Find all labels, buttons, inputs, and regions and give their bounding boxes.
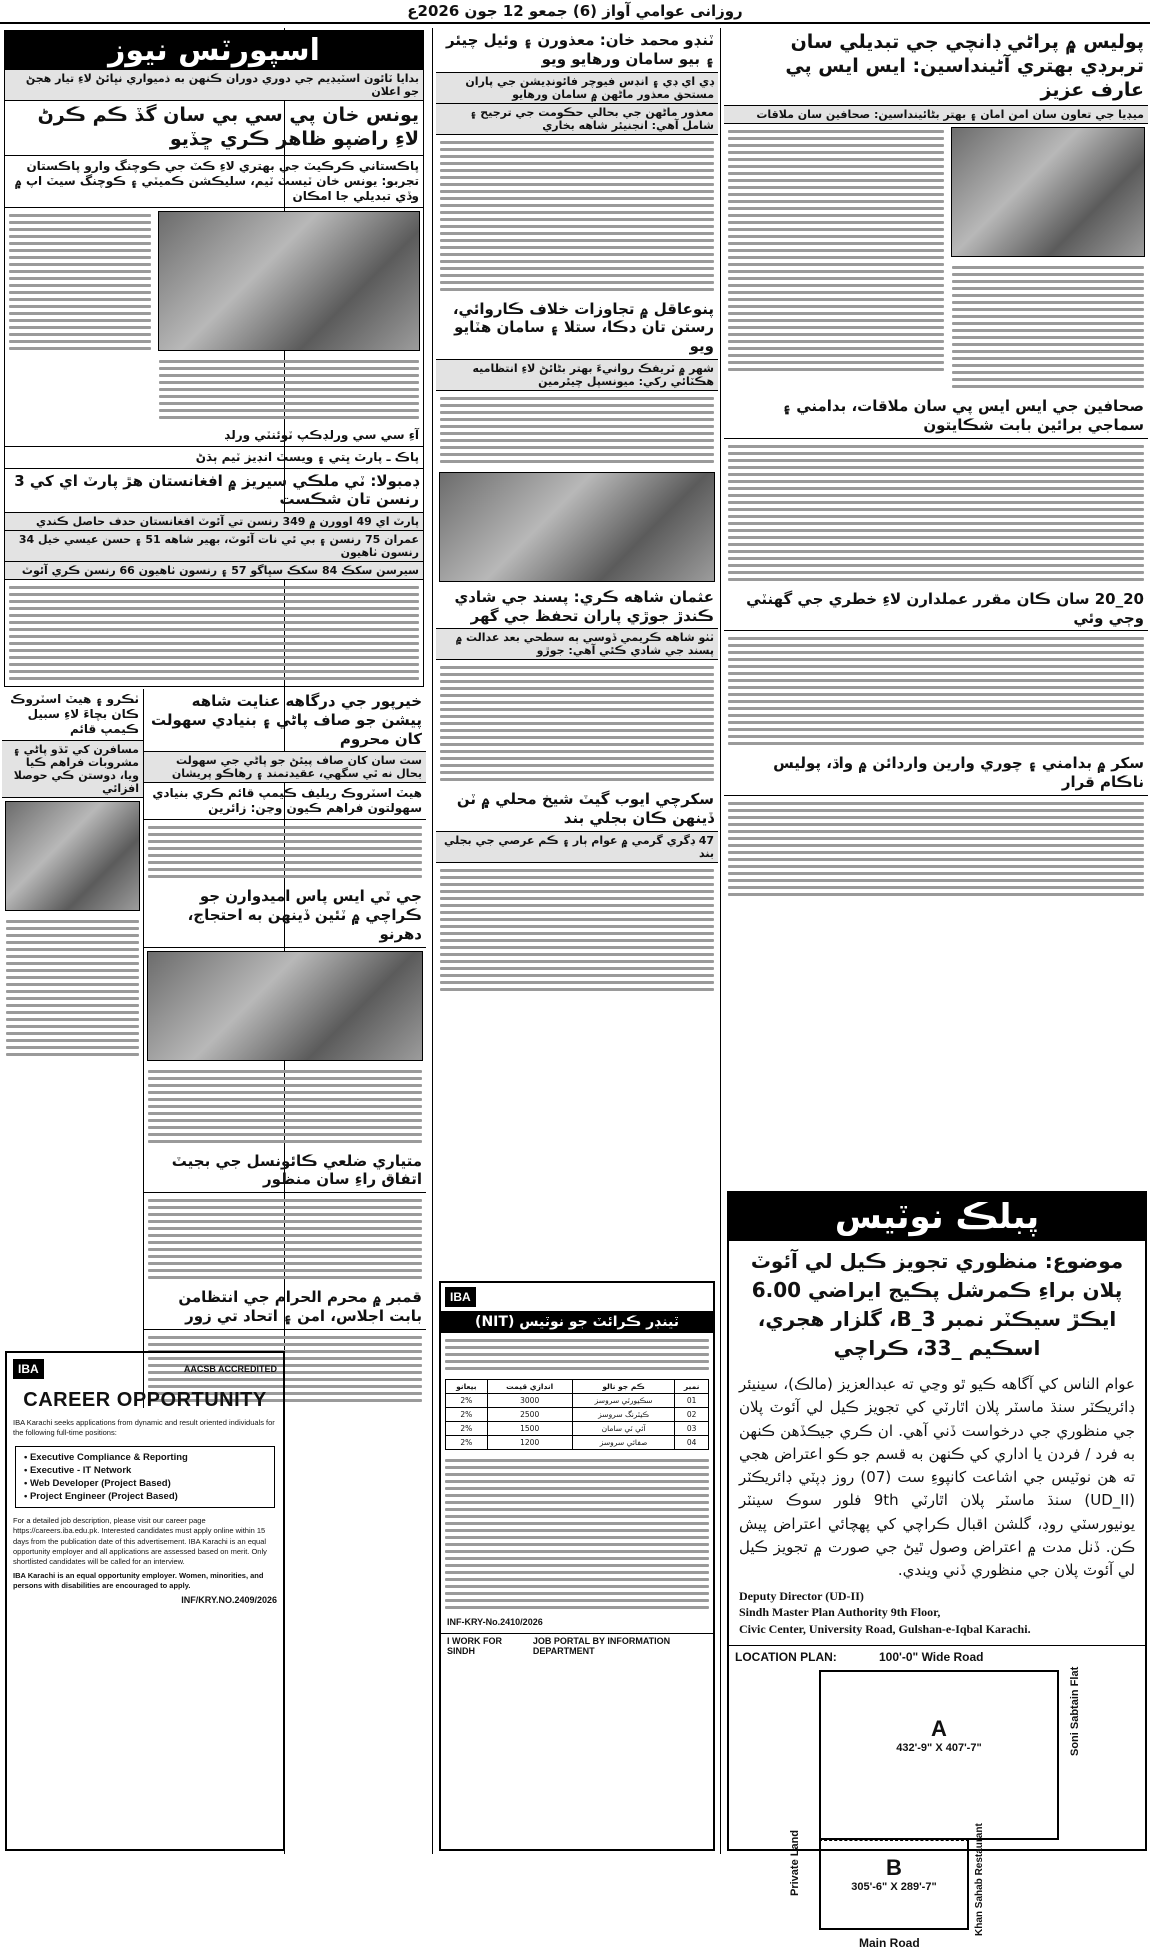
column-divider <box>432 28 433 1854</box>
aacsb-badge: AACSB ACCREDITED <box>183 1364 277 1374</box>
match-headline: ڊمبولا: ٽي ملڪي سيريز ۾ افغانستان هڙ پارٽ اي کي 3 رنسن تان شڪست <box>5 469 423 514</box>
sports-headline: يونس خان پي سي بي سان گڏ ڪم ڪرڻ لاءِ راضپو ظاهر ڪري ڇڏيو <box>5 101 423 156</box>
public-notice-title: پبلڪ نوٽيس <box>729 1193 1145 1241</box>
middle-section <box>436 28 718 1854</box>
tender-col-header: اندازي قيمت <box>487 1380 572 1394</box>
pano-aqil-headline: پنوعاقل ۾ تجاوزات خلاف ڪاروائي، رستن تان دڪا، ستلا ۽ سامان هٽايو ويو <box>436 297 718 360</box>
matiari-headline: متياري ضلعي ڪائونسل جي بجيٽ اتفاق راءِ سان منظور <box>144 1149 426 1194</box>
protest-photo <box>147 951 423 1061</box>
sports-section-title: اسپورٽس نيوز <box>5 31 423 70</box>
table-row: 03 آئي ٽي سامان 1500 2% <box>446 1422 709 1436</box>
notice-subject: موضوع: منظوري تجويز ڪيل لي آئوٽ پلان براءِ ڪمرشل پڪيج ايراضي 6.00 ايڪڙ سيڪٽر نمبر B_3، گلزار هجري، اسڪيم _33، ڪراچي <box>750 1249 1124 1360</box>
tender-notice-ad <box>439 1281 715 1851</box>
pano-aqil-sub: شهر ۾ ٽريفڪ روانيءَ بهتر بڻائڻ لاءِ انتظاميه هڪٽائي رکي: ميونسپل چيئرمين <box>436 360 718 391</box>
career-ref: INF/KRY.NO.2409/2026 <box>181 1595 277 1606</box>
plot-a: A 432'-9" X 407'-7" <box>819 1670 1059 1840</box>
masthead-title: روزانی عوامي آواز (6) جمعو 12 جون 2026ع <box>407 2 743 20</box>
police-headline: پوليس ۾ پراڻي ڊانچي جي تبديلي سان تربرڊي بهتري آڻينداسين: ايس ايس پي عارف عزيز <box>724 28 1148 106</box>
career-intro: IBA Karachi seeks applications from dynamic and result oriented individuals for the following full-time positions: <box>13 1418 275 1438</box>
career-equal-opportunity: IBA Karachi is an equal opportunity employer. Women, minorities, and persons with disabilities are encouraged to apply. <box>13 1570 264 1590</box>
sukkur-crime-headline: سکر ۾ بدامني ۽ چوري وارين واردائن ۾ واڌ، پوليس ناڪام قرار <box>724 751 1148 796</box>
location-plan <box>729 1645 1145 1955</box>
top-road-label: 100'-0" Wide Road <box>879 1649 984 1664</box>
tender-table <box>445 1379 709 1450</box>
career-details: For a detailed job description, please visit our career page https://careers.iba.edu.pk. Interested candidates must apply online within 15 days from the publication date of this advertisement. IBA Karachi is an equal opportunity employer and all applications are assessed based on merit. Only shortlisted candidates will be called for an interview. <box>13 1516 267 1566</box>
khairpur-headline: خيرپور جي درگاهه عنايت شاهه پيشن جو صاف پاڻي ۽ بنيادي سهولت کان محروم <box>144 689 426 752</box>
masthead <box>0 0 1150 24</box>
tando-sub: ڊي اي ڊي ۽ انڊس فيوچر فائونڊيشن جي پاران مستحق معذور ماڻهن ۾ سامان ورهايو <box>436 73 718 104</box>
table-row: 01 سڪيورٽي سروسز 3000 2% <box>446 1394 709 1408</box>
sabeel-camp-photo <box>5 801 140 911</box>
sports-sidebar-headline: آءِ سي سي ورلڊڪپ ٽوئنٽي ورلڊ <box>5 425 423 447</box>
col3-headline: ٺڪرو ۽ هيٽ اسٽروڪ ڪان بچاءَ لاءِ سبيل ڪيمپ قائم <box>2 689 143 741</box>
cricketer-photo <box>158 211 420 351</box>
officers-headline: 20_20 سان ڪان مقرر عملدارن لاءِ خطري جي گهنٽي وڄي وئي <box>724 587 1148 632</box>
left-neighbor-label: Private Land <box>789 1829 801 1896</box>
col3-sub: مسافرن کي ٿڌو پاڻي ۽ مشروبات فراهم ڪيا ويا، دوستن ڪي حوصلا افزائي <box>2 741 143 798</box>
table-row: 04 صفائي سروسز 1200 2% <box>446 1436 709 1450</box>
position-item: • Web Developer (Project Based) <box>24 1478 171 1490</box>
sukkur-power-headline: سکرچي ايوب گيٽ شيخ محلي ۾ ٽن ڏينهن ڪان بجلي بند <box>436 787 718 832</box>
police-meeting-photo <box>951 127 1145 257</box>
career-title: CAREER OPPORTUNITY <box>23 1389 267 1411</box>
plot-b: B 305'-6" X 289'-7" <box>819 1840 969 1930</box>
police-sub: ميڊيا جي تعاون سان امن امان ۽ بهتر بڻائينداسين: صحافين سان ملاقات <box>724 106 1148 124</box>
position-item: • Executive - IT Network <box>24 1465 132 1477</box>
match-sub2: عمران 75 رنسن ۽ بي ئي نات آئوٽ، بهير شاهه 51 ۽ حسن عيسي خيل 34 رنسون ٺاهيون <box>5 531 423 562</box>
notice-signatory: Deputy Director (UD-II) Sindh Master Plan Authority 9th Floor, Civic Center, University Road, Gulshan-e-Iqbal Karachi. <box>739 1589 1031 1636</box>
tando-quote: معذور ماڻهن جي بحالي حڪومت جي ترجيح ۽ شامل آهي: انجنيئر شاهه بخاري <box>436 104 718 135</box>
restaurant-label: Khan Sahab Restaurant <box>974 1823 985 1936</box>
usman-shah-sub: ٺٺو شاهه ڪريمي ڏوسي ٻه سطحي بعد عدالت ۾ پسند جي شادي ڪئي آهي: جوڙو <box>436 629 718 660</box>
tender-col-header: نمبر <box>675 1380 709 1394</box>
khairpur-sub: ست سان کان صاف پيئڻ جو پاڻي جي سهولت بحال نه ٿي سگهي، عقيدتمند ۽ رهاڪو پريشان <box>144 752 426 783</box>
iwork-logo: I WORK FOR SINDH <box>447 1636 502 1656</box>
iba-logo: IBA <box>445 1287 476 1307</box>
anti-encroachment-photo <box>439 472 715 582</box>
sports-sidebar-sub: پاڪ ـ پارٽ ڀتي ۽ ويسٽ انڊيز ٽيم ٻڌڻ <box>5 447 423 469</box>
tender-col-header: بيعانو <box>446 1380 488 1394</box>
tender-ref: INF-KRY-No.2410/2026 <box>447 1617 543 1627</box>
job-portal-label: JOB PORTAL BY INFORMATION DEPARTMENT <box>532 1636 671 1656</box>
sports-text-column <box>5 208 155 425</box>
usman-shah-headline: عثمان شاهه ڪري: پسند جي شادي ڪندڙ جوڙي پاران تحفظ جي گهر <box>436 585 718 630</box>
match-sub3: سيرسن سکڪ 84 سکڪ سڀاگو 57 ۽ رنسون ٺاهيون 66 رنسن ڪري آئوٽ <box>5 562 423 580</box>
sports-subhead: پاڪستاني ڪرڪيٽ جي بهتري لاءِ ڪٽ جي ڪوچنگ وارو پاڪستان تجربو: يونس خان ٽيسٽ ٽيم، سليڪشن ڪميٽي ۽ ڪوچنگ سيٽ اپ ۾ وڏي تبديلي جا امڪان <box>5 156 423 208</box>
sports-block <box>4 30 424 687</box>
iba-career-ad <box>5 1351 285 1851</box>
khairpur-headline2: هيٽ اسٽروڪ ريليف ڪيمپ قائم ڪري بنيادي سهولتون فراهم ڪيون وڃن: زائرين <box>144 783 426 820</box>
location-plan-label: LOCATION PLAN: <box>735 1649 837 1664</box>
sports-kicker: بدايا ٽائون اسٽيڊيم جي دوري دوران ڪنهن به ذميواري نڀائڻ لاءِ تيار هجڻ جو اعلان <box>5 70 423 101</box>
public-notice-ad <box>727 1191 1147 1950</box>
iba-logo: IBA <box>13 1359 44 1379</box>
qambar-headline: قمبر ۾ محرم الحرام جي انتظامن بابت اجلاس، امن ۽ اتحاد تي زور <box>144 1285 426 1330</box>
position-item: • Executive Compliance & Reporting <box>24 1452 188 1464</box>
table-row: 02 ڪيٽرنگ سروسز 2500 2% <box>446 1408 709 1422</box>
main-road-label: Main Road <box>859 1935 920 1950</box>
position-item: • Project Engineer (Project Based) <box>24 1491 178 1503</box>
sukkur-power-sub: 47 ڊگري گرمي ۾ عوام ٻار ۽ ڪم عرصي جي بجلي بند <box>436 832 718 863</box>
positions-list <box>15 1446 275 1508</box>
column-divider <box>720 28 721 1854</box>
right-neighbor-label: Soni Sabtain Flat <box>1069 1666 1081 1756</box>
journalists-headline: صحافين جي ايس ايس پي سان ملاقات، بدامني ۽ سماجي برائين بابت شڪايتون <box>724 394 1148 439</box>
tando-headline: ٽنڊو محمد خان: معذورن ۽ وئيل چيئر ۽ بيو سامان ورهايو ويو <box>436 28 718 73</box>
match-sub1: پارٽ اي 49 اوورن ۾ 349 رنسن تي آئوٽ افغانستان حدف حاصل ڪندي <box>5 513 423 531</box>
right-section <box>724 28 1148 1950</box>
tender-col-header: ڪم جو نالو <box>572 1380 675 1394</box>
tender-title: ٽينڊر ڪرائٽ جو نوٽيس (NIT) <box>441 1311 713 1333</box>
protest-headline: جي ٽي ايس پاس اميدوارن جو ڪراچي ۾ ٽئين ڏينهن به احتجاج، دھرنو <box>144 884 426 947</box>
left-section <box>2 28 426 1854</box>
notice-body: عوام الناس کي آگاهه ڪيو ٿو وڃي ته عبدالعزيز (مالڪ)، سينيئر ڊائريڪٽر سنڌ ماسٽر پلان اٿارٽي کي تجويز ڪيل لي آئوٽ پلان جي منظوري جي درخواست ڏني آهي. ان ڪري جيڪڏهن ڪنهن به فرد / فردن يا اداري کي ڪنهن به قسم جو ڪو اعتراض هجي ته هن نوٽيس جي اشاعت کانپوءِ ست (07) روز ڊپٽي ڊائريڪٽر (UD_II) سنڌ ماسٽر پلان اٿارٽي 9th فلور سوڪ سينٽر يونيورسٽي روڊ، گلشن اقبال ڪراچي کي پهچائي اعتراض پيش ڪن. ڏنل مدت ۾ اعتراض وصول ٿيڻ جي صورت ۾ تجويز ڪيل لي آئوٽ پلان جي منظوري ڏني ويندي. <box>739 1375 1135 1579</box>
